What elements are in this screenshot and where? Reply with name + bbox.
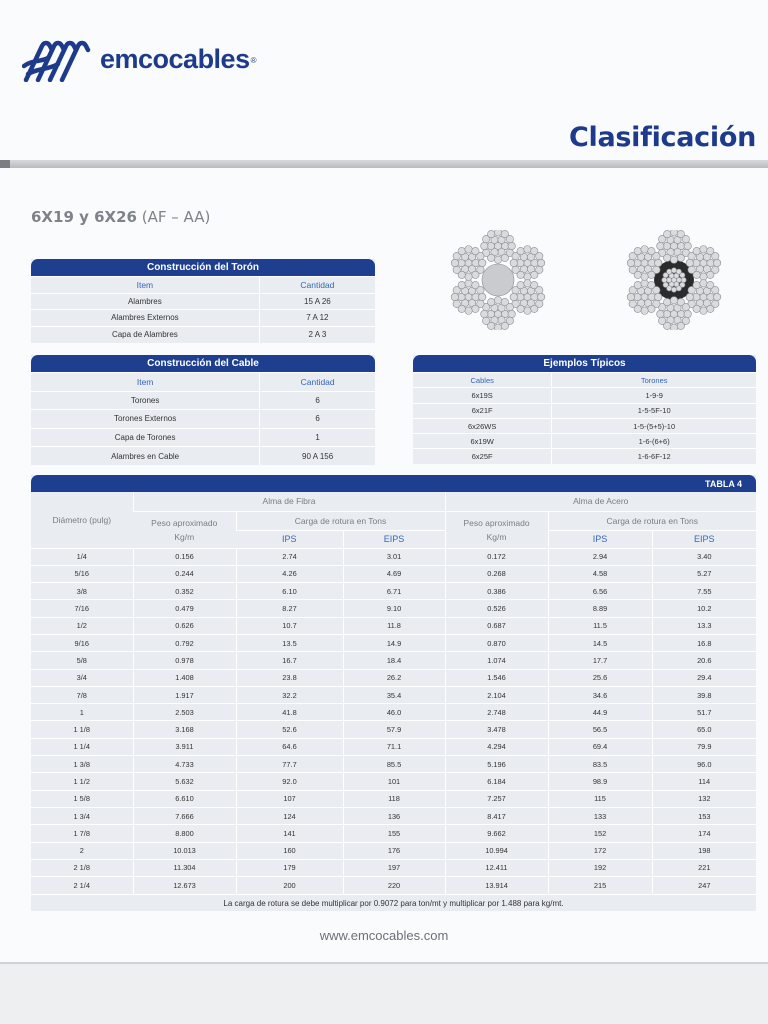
logo-mark-icon: [22, 40, 98, 82]
cell: 8.800: [133, 825, 236, 842]
table-row: [413, 403, 756, 418]
cell: 1-9-9: [552, 388, 756, 403]
strand: [657, 297, 692, 330]
table-row: [31, 859, 756, 876]
cell: 13.914: [445, 877, 548, 894]
cell: 0.626: [133, 617, 236, 634]
cell: 5.632: [133, 773, 236, 790]
table-row: [31, 704, 756, 721]
cell: 192: [548, 859, 652, 876]
cell: 155: [343, 825, 445, 842]
cell: 141: [236, 825, 343, 842]
cell: 96.0: [652, 756, 756, 773]
cell: 20.6: [652, 652, 756, 669]
cell: 92.0: [236, 773, 343, 790]
cell: 3.01: [343, 548, 445, 565]
cell: 11.304: [133, 859, 236, 876]
strand: [481, 230, 516, 263]
cell: 107: [236, 790, 343, 807]
table-row: [31, 807, 756, 824]
cell: 118: [343, 790, 445, 807]
table-row: [31, 600, 756, 617]
cell: 1: [260, 428, 375, 447]
brand-logo: [22, 40, 262, 84]
cell: 4.26: [236, 565, 343, 582]
table-construccion-toron: [31, 259, 375, 343]
cell: 3.478: [445, 721, 548, 738]
table-row: [31, 825, 756, 842]
group-header-alma-acero: Alma de Acero: [445, 492, 756, 511]
table-row: [31, 652, 756, 669]
cell: 133: [548, 807, 652, 824]
cell: 2 A 3: [259, 326, 375, 343]
cell: 1-5-5F-10: [552, 403, 756, 418]
cell: 6: [260, 410, 375, 429]
footer-website: www.emcocables.com: [319, 928, 449, 943]
cell: Capa de Torones: [31, 428, 260, 447]
cell: 83.5: [548, 756, 652, 773]
title-divider: [0, 160, 768, 168]
cell: 7/16: [31, 600, 133, 617]
table-footnote: La carga de rotura se debe multiplicar por 0.9072 para ton/mt y multiplicar por 1.488 para kg/mt.: [31, 894, 756, 911]
column-header: Cantidad: [259, 277, 375, 294]
cell: 44.9: [548, 704, 652, 721]
cell: 0.687: [445, 617, 548, 634]
column-header-diametro: Diámetro (pulg): [52, 514, 112, 525]
cell: 6x19W: [413, 434, 552, 449]
cell: 79.9: [652, 738, 756, 755]
cell: 39.8: [652, 686, 756, 703]
cell: 34.6: [548, 686, 652, 703]
cell: 198: [652, 842, 756, 859]
cell: 3.40: [652, 548, 756, 565]
cell: 220: [343, 877, 445, 894]
cell: 7.257: [445, 790, 548, 807]
cell: 10.994: [445, 842, 548, 859]
cell: 11.5: [548, 617, 652, 634]
cell: 1/4: [31, 548, 133, 565]
cell: 6x19S: [413, 388, 552, 403]
column-header-ips-acero: IPS: [548, 530, 652, 548]
cell: 6x26WS: [413, 418, 552, 433]
cell: 90 A 156: [260, 447, 375, 466]
cell: 1-6-(6+6): [552, 434, 756, 449]
cell: 1 7/8: [31, 825, 133, 842]
cell: 0.268: [445, 565, 548, 582]
cell: 8.417: [445, 807, 548, 824]
cell: 1: [31, 704, 133, 721]
cell: 85.5: [343, 756, 445, 773]
column-header: Cantidad: [260, 373, 375, 392]
cell: 16.8: [652, 634, 756, 651]
rope-6x26-diagram-icon: [614, 230, 734, 330]
table-row: [31, 756, 756, 773]
table-row: [31, 391, 375, 410]
cell: 6x21F: [413, 403, 552, 418]
cell: 0.352: [133, 583, 236, 600]
cell: Alambres Externos: [31, 310, 259, 327]
table-title: Construcción del Cable: [31, 355, 375, 372]
cell: 124: [236, 807, 343, 824]
cell: 160: [236, 842, 343, 859]
cell: 26.2: [343, 669, 445, 686]
cell: 64.6: [236, 738, 343, 755]
cell: 5/16: [31, 565, 133, 582]
cell: 176: [343, 842, 445, 859]
cell: 247: [652, 877, 756, 894]
table-4: [31, 475, 756, 911]
cell: 179: [236, 859, 343, 876]
column-header-peso-acero: Peso aproximado Kg/m: [445, 511, 548, 548]
table-row: [31, 877, 756, 894]
cell: 1 5/8: [31, 790, 133, 807]
strand: [510, 280, 545, 315]
cell: 10.7: [236, 617, 343, 634]
column-header: Item: [31, 373, 260, 392]
table-row: [31, 842, 756, 859]
column-header: Item: [31, 277, 259, 294]
table-row: [31, 721, 756, 738]
table-row: [31, 738, 756, 755]
cell: 4.69: [343, 565, 445, 582]
cell: 221: [652, 859, 756, 876]
table-row: [31, 634, 756, 651]
cell: 1-5-(5+5)-10: [552, 418, 756, 433]
table-row: [31, 583, 756, 600]
cell: 7.55: [652, 583, 756, 600]
cell: 65.0: [652, 721, 756, 738]
cell: 2: [31, 842, 133, 859]
cell: 4.733: [133, 756, 236, 773]
cell: 12.411: [445, 859, 548, 876]
table-row: [31, 773, 756, 790]
table-row: [31, 293, 375, 310]
cell: 8.27: [236, 600, 343, 617]
cell: 2.94: [548, 548, 652, 565]
table-ejemplos-tipicos: [413, 355, 756, 464]
cell: 1/2: [31, 617, 133, 634]
cell: 25.6: [548, 669, 652, 686]
cell: 1.546: [445, 669, 548, 686]
cell: 18.4: [343, 652, 445, 669]
cell: 2.104: [445, 686, 548, 703]
table-title: Ejemplos Típicos: [413, 355, 756, 372]
cell: 114: [652, 773, 756, 790]
cell: 3.911: [133, 738, 236, 755]
cell: 1.917: [133, 686, 236, 703]
cell: 132: [652, 790, 756, 807]
cell: 0.870: [445, 634, 548, 651]
strand: [481, 297, 516, 330]
cell: 0.156: [133, 548, 236, 565]
cell: 6.10: [236, 583, 343, 600]
cell: 14.9: [343, 634, 445, 651]
cell: 0.479: [133, 600, 236, 617]
section-subtitle: 6X19 y 6X26 (AF – AA): [31, 208, 211, 226]
strand: [451, 280, 486, 315]
cell: 71.1: [343, 738, 445, 755]
table-row: [31, 410, 375, 429]
cell: 1-6-6F-12: [552, 449, 756, 464]
cell: 6.56: [548, 583, 652, 600]
cell: 52.6: [236, 721, 343, 738]
cell: 56.5: [548, 721, 652, 738]
strand: [657, 230, 692, 263]
table-title: Construcción del Torón: [31, 259, 375, 276]
cell: 0.526: [445, 600, 548, 617]
column-header-carga-fibra: Carga de rotura en Tons: [236, 511, 445, 530]
table-row: [31, 686, 756, 703]
cell: 5.27: [652, 565, 756, 582]
table-row: [31, 669, 756, 686]
strand: [510, 246, 545, 281]
cell: 3/8: [31, 583, 133, 600]
cell: 2.74: [236, 548, 343, 565]
cell: 12.673: [133, 877, 236, 894]
column-header-peso-fibra: Peso aproximado Kg/m: [133, 511, 236, 548]
cell: 0.386: [445, 583, 548, 600]
brand-name: emcocables®: [100, 44, 256, 74]
cell: 2 1/8: [31, 859, 133, 876]
cell: 7.666: [133, 807, 236, 824]
cell: 14.5: [548, 634, 652, 651]
cell: 215: [548, 877, 652, 894]
table-row: [31, 310, 375, 327]
column-header-carga-acero: Carga de rotura en Tons: [548, 511, 756, 530]
cell: 16.7: [236, 652, 343, 669]
cell: Capa de Alambres: [31, 326, 259, 343]
table-construccion-cable: [31, 355, 375, 465]
cell: Alambres en Cable: [31, 447, 260, 466]
cell: 15 A 26: [259, 293, 375, 310]
group-header-alma-fibra: Alma de Fibra: [133, 492, 445, 511]
cell: 2.748: [445, 704, 548, 721]
cell: Alambres: [31, 293, 259, 310]
column-header: Cables: [413, 373, 552, 388]
rope-6x19-diagram-icon: [438, 230, 558, 330]
cell: 77.7: [236, 756, 343, 773]
cell: 174: [652, 825, 756, 842]
cell: 32.2: [236, 686, 343, 703]
cell: 5/8: [31, 652, 133, 669]
table-row: [31, 565, 756, 582]
scan-bottom-edge: [0, 962, 768, 1024]
column-header: Torones: [552, 373, 756, 388]
cell: 6: [260, 391, 375, 410]
cell: 7 A 12: [259, 310, 375, 327]
cell: 0.244: [133, 565, 236, 582]
table-row: [31, 428, 375, 447]
cell: 9.10: [343, 600, 445, 617]
cell: 4.58: [548, 565, 652, 582]
cell: 98.9: [548, 773, 652, 790]
cell: 51.7: [652, 704, 756, 721]
table-row: [413, 388, 756, 403]
cell: 3.168: [133, 721, 236, 738]
cell: 10.013: [133, 842, 236, 859]
cell: 13.5: [236, 634, 343, 651]
cell: 1 1/8: [31, 721, 133, 738]
column-header-eips-fibra: EIPS: [343, 530, 445, 548]
cell: 29.4: [652, 669, 756, 686]
cell: 6x25F: [413, 449, 552, 464]
strand: [451, 246, 486, 281]
column-header-eips-acero: EIPS: [652, 530, 756, 548]
table-row: [31, 617, 756, 634]
cell: 17.7: [548, 652, 652, 669]
cell: 6.610: [133, 790, 236, 807]
cell: 8.89: [548, 600, 652, 617]
cell: 0.792: [133, 634, 236, 651]
fiber-core: [482, 264, 514, 296]
table-row: [31, 548, 756, 565]
cell: 6.184: [445, 773, 548, 790]
cell: 13.3: [652, 617, 756, 634]
cell: 0.172: [445, 548, 548, 565]
table-row: [413, 449, 756, 464]
table-row: [413, 434, 756, 449]
cell: 0.978: [133, 652, 236, 669]
table-row: [413, 418, 756, 433]
cell: 200: [236, 877, 343, 894]
table-row: [31, 326, 375, 343]
cell: 69.4: [548, 738, 652, 755]
table-row: [31, 790, 756, 807]
cell: 41.8: [236, 704, 343, 721]
cell: 1 3/4: [31, 807, 133, 824]
cell: 9.662: [445, 825, 548, 842]
cell: 7/8: [31, 686, 133, 703]
cell: 2 1/4: [31, 877, 133, 894]
cell: 3/4: [31, 669, 133, 686]
cell: 1.074: [445, 652, 548, 669]
cell: 1 1/2: [31, 773, 133, 790]
cell: Torones: [31, 391, 260, 410]
cell: 115: [548, 790, 652, 807]
cell: 6.71: [343, 583, 445, 600]
cell: 197: [343, 859, 445, 876]
page-title: Clasificación: [569, 122, 756, 153]
cell: 5.196: [445, 756, 548, 773]
table-label: TABLA 4: [31, 475, 756, 492]
cell: 10.2: [652, 600, 756, 617]
column-header-ips-fibra: IPS: [236, 530, 343, 548]
cell: 172: [548, 842, 652, 859]
cell: 101: [343, 773, 445, 790]
cell: 2.503: [133, 704, 236, 721]
cell: 9/16: [31, 634, 133, 651]
cell: 4.294: [445, 738, 548, 755]
cell: 1 1/4: [31, 738, 133, 755]
table-row: [31, 447, 375, 466]
cell: 57.9: [343, 721, 445, 738]
cell: 23.8: [236, 669, 343, 686]
cell: 153: [652, 807, 756, 824]
cell: 136: [343, 807, 445, 824]
cell: 46.0: [343, 704, 445, 721]
cell: 152: [548, 825, 652, 842]
cell: 35.4: [343, 686, 445, 703]
cell: 1 3/8: [31, 756, 133, 773]
cell: 11.8: [343, 617, 445, 634]
cell: Torones Externos: [31, 410, 260, 429]
cell: 1.408: [133, 669, 236, 686]
